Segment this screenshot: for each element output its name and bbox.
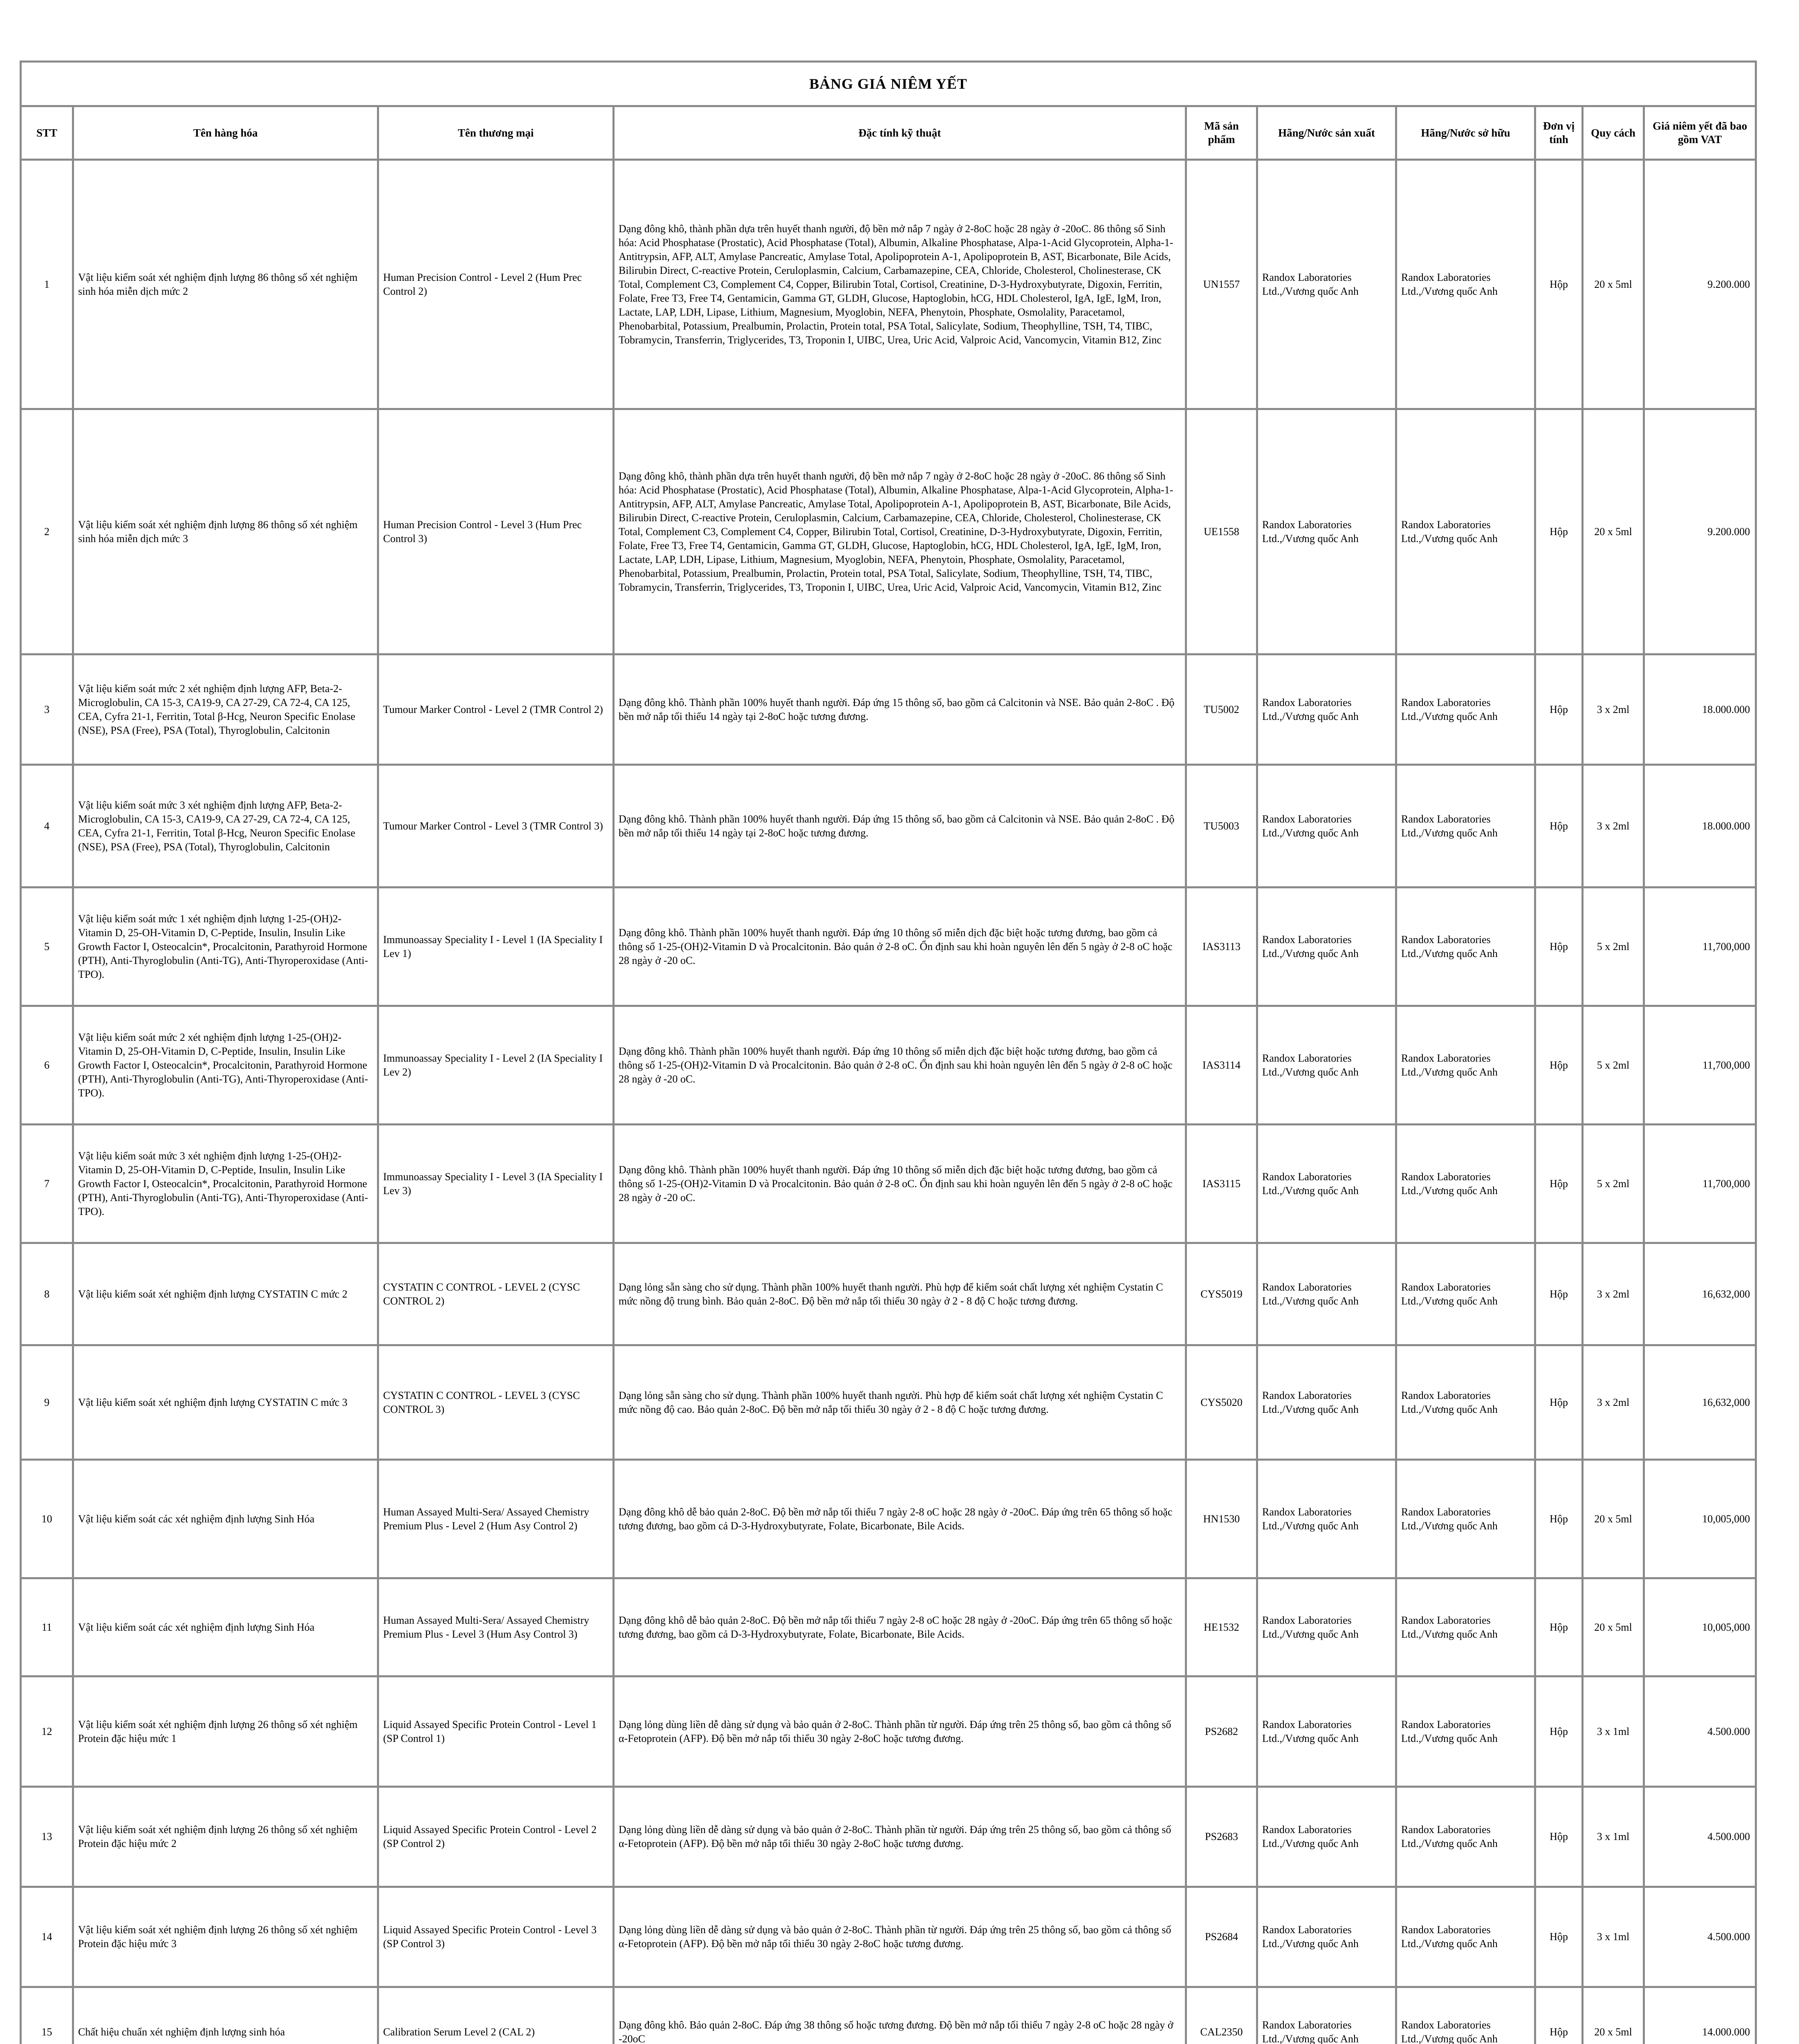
cell-product-code: HN1530 <box>1186 1460 1257 1578</box>
cell-packaging: 5 x 2ml <box>1583 1125 1644 1243</box>
header-stt: STT <box>21 106 73 160</box>
cell-manufacturer: Randox Laboratories Ltd.,/Vương quốc Anh <box>1257 1460 1396 1578</box>
cell-owner: Randox Laboratories Ltd.,/Vương quốc Anh <box>1396 1243 1535 1345</box>
cell-product-name: Vật liệu kiểm soát mức 1 xét nghiệm định lượng 1-25-(OH)2-Vitamin D, 25-OH-Vitamin D, C-Peptide, Insulin, Insulin Like Growth Factor I, Osteocalcin*, Procalcitonin, Parathyroid Hormone (PTH), Anti-Thyroglobulin (Anti-TG), Anti-Thyroperoxidase (Anti-TPO). <box>73 888 378 1006</box>
cell-trade-name: Tumour Marker Control - Level 2 (TMR Control 2) <box>378 654 614 765</box>
cell-packaging: 20 x 5ml <box>1583 160 1644 409</box>
cell-manufacturer: Randox Laboratories Ltd.,/Vương quốc Anh <box>1257 888 1396 1006</box>
cell-unit: Hộp <box>1535 409 1583 654</box>
cell-unit: Hộp <box>1535 654 1583 765</box>
table-row <box>21 409 1756 654</box>
cell-manufacturer: Randox Laboratories Ltd.,/Vương quốc Anh <box>1257 1006 1396 1125</box>
cell-product-name: Chất hiệu chuẩn xét nghiệm định lượng sinh hóa <box>73 1987 378 2044</box>
cell-trade-name: CYSTATIN C CONTROL - LEVEL 2 (CYSC CONTROL 2) <box>378 1243 614 1345</box>
header-owner: Hãng/Nước sở hữu <box>1396 106 1535 160</box>
header-product-name: Tên hàng hóa <box>73 106 378 160</box>
cell-specification: Dạng đông khô dễ bảo quản 2-8oC. Độ bền mở nắp tối thiểu 7 ngày 2-8 oC hoặc 28 ngày ở -20oC. Đáp ứng trên 65 thông số hoặc tương đương, bao gồm cả D-3-Hydroxybutyrate, Folate, Bicarbonate, Bile Acids. <box>614 1578 1186 1676</box>
cell-price: 16,632,000 <box>1644 1243 1756 1345</box>
cell-price: 4.500.000 <box>1644 1887 1756 1987</box>
cell-manufacturer: Randox Laboratories Ltd.,/Vương quốc Anh <box>1257 160 1396 409</box>
cell-product-code: PS2682 <box>1186 1676 1257 1787</box>
cell-price: 11,700,000 <box>1644 1006 1756 1125</box>
cell-stt: 4 <box>21 765 73 888</box>
cell-stt: 11 <box>21 1578 73 1676</box>
cell-packaging: 3 x 1ml <box>1583 1787 1644 1887</box>
header-packaging: Quy cách <box>1583 106 1644 160</box>
cell-trade-name: Tumour Marker Control - Level 3 (TMR Control 3) <box>378 765 614 888</box>
cell-trade-name: Human Precision Control - Level 3 (Hum Prec Control 3) <box>378 409 614 654</box>
cell-unit: Hộp <box>1535 1676 1583 1787</box>
cell-owner: Randox Laboratories Ltd.,/Vương quốc Anh <box>1396 765 1535 888</box>
cell-product-name: Vật liệu kiểm soát xét nghiệm định lượng 26 thông số xét nghiệm Protein đặc hiệu mức 1 <box>73 1676 378 1787</box>
header-price: Giá niêm yết đã bao gồm VAT <box>1644 106 1756 160</box>
table-row <box>21 1345 1756 1460</box>
cell-stt: 2 <box>21 409 73 654</box>
cell-owner: Randox Laboratories Ltd.,/Vương quốc Anh <box>1396 888 1535 1006</box>
table-row <box>21 654 1756 765</box>
cell-packaging: 3 x 2ml <box>1583 765 1644 888</box>
cell-trade-name: Human Assayed Multi-Sera/ Assayed Chemistry Premium Plus - Level 2 (Hum Asy Control 2) <box>378 1460 614 1578</box>
cell-price: 4.500.000 <box>1644 1676 1756 1787</box>
cell-stt: 12 <box>21 1676 73 1787</box>
cell-product-name: Vật liệu kiểm soát xét nghiệm định lượng 86 thông số xét nghiệm sinh hóa miễn dịch mức 2 <box>73 160 378 409</box>
cell-unit: Hộp <box>1535 1887 1583 1987</box>
cell-trade-name: Liquid Assayed Specific Protein Control - Level 2 (SP Control 2) <box>378 1787 614 1887</box>
cell-manufacturer: Randox Laboratories Ltd.,/Vương quốc Anh <box>1257 1676 1396 1787</box>
cell-specification: Dạng đông khô, thành phần dựa trên huyết thanh người, độ bền mở nắp 7 ngày ở 2-8oC hoặc 28 ngày ở -20oC. 86 thông số Sinh hóa: Acid Phosphatase (Prostatic), Acid Phosphatase (Total), Albumin, Alkaline Phosphatase, Alpa-1-Acid Glycoprotein, Alpha-1-Antitrypsin, AFP, ALT, Amylase Pancreatic, Amylase Total, Apolipoprotein A-1, Apolipoprotein B, AST, Bicarbonate, Bile Acids, Bilirubin Direct, C-reactive Protein, Ceruloplasmin, Calcium, Carbamazepine, CEA, Chloride, Cholesterol, Cholinesterase, CK Total, Complement C3, Complement C4, Copper, Bilirubin Total, Cortisol, Creatinine, D-3-Hydroxybutyrate, Digoxin, Ferritin, Folate, Free T3, Free T4, Gentamicin, Gamma GT, GLDH, Glucose, Haptoglobin, hCG, HDL Cholesterol, IgA, IgE, IgM, Iron, Lactate, LAP, LDH, Lipase, Lithium, Magnesium, Myoglobin, NEFA, Phenytoin, Phosphate, Osmolality, Paracetamol, Phenobarbital, Potassium, Prealbumin, Prolactin, Protein total, PSA Total, Salicylate, Sodium, Theophylline, TSH, T4, TIBC, Tobramycin, Transferrin, Triglycerides, T3, Troponin I, UIBC, Urea, Uric Acid, Valproic Acid, Vancomycin, Vitamin B12, Zinc <box>614 160 1186 409</box>
cell-product-code: IAS3115 <box>1186 1125 1257 1243</box>
cell-owner: Randox Laboratories Ltd.,/Vương quốc Anh <box>1396 409 1535 654</box>
cell-stt: 5 <box>21 888 73 1006</box>
cell-owner: Randox Laboratories Ltd.,/Vương quốc Anh <box>1396 1887 1535 1987</box>
cell-stt: 9 <box>21 1345 73 1460</box>
cell-owner: Randox Laboratories Ltd.,/Vương quốc Anh <box>1396 160 1535 409</box>
table-row <box>21 765 1756 888</box>
cell-packaging: 3 x 1ml <box>1583 1676 1644 1787</box>
header-product-code: Mã sản phẩm <box>1186 106 1257 160</box>
cell-product-code: PS2683 <box>1186 1787 1257 1887</box>
cell-product-name: Vật liệu kiểm soát xét nghiệm định lượng CYSTATIN C mức 3 <box>73 1345 378 1460</box>
cell-manufacturer: Randox Laboratories Ltd.,/Vương quốc Anh <box>1257 1787 1396 1887</box>
cell-product-name: Vật liệu kiểm soát mức 3 xét nghiệm định lượng AFP, Beta-2- Microglobulin, CA 15-3, CA19-9, CA 27-29, CA 72-4, CA 125, CEA, Cyfra 21-1, Ferritin, Total β-Hcg, Neuron Specific Enolase (NSE), PSA (Free), PSA (Total), Thyroglobulin, Calcitonin <box>73 765 378 888</box>
cell-manufacturer: Randox Laboratories Ltd.,/Vương quốc Anh <box>1257 654 1396 765</box>
cell-specification: Dạng lỏng sẵn sàng cho sử dụng. Thành phần 100% huyết thanh người. Phù hợp để kiểm soát chất lượng xét nghiệm Cystatin C mức nồng độ trung bình. Bảo quản 2-8oC. Độ bền mở nắp tối thiểu 30 ngày ở 2 - 8 độ C hoặc tương đương. <box>614 1243 1186 1345</box>
cell-specification: Dạng đông khô dễ bảo quản 2-8oC. Độ bền mở nắp tối thiểu 7 ngày 2-8 oC hoặc 28 ngày ở -20oC. Đáp ứng trên 65 thông số hoặc tương đương, bao gồm cả D-3-Hydroxybutyrate, Folate, Bicarbonate, Bile Acids. <box>614 1460 1186 1578</box>
cell-unit: Hộp <box>1535 1460 1583 1578</box>
cell-specification: Dạng lỏng dùng liền dễ dàng sử dụng và bảo quản ở 2-8oC. Thành phần từ người. Đáp ứng trên 25 thông số, bao gồm cả thông số α-Fetoprotein (AFP). Độ bền mở nắp tối thiểu 30 ngày 2-8oC hoặc tương đương. <box>614 1676 1186 1787</box>
cell-owner: Randox Laboratories Ltd.,/Vương quốc Anh <box>1396 654 1535 765</box>
cell-packaging: 20 x 5ml <box>1583 409 1644 654</box>
cell-stt: 15 <box>21 1987 73 2044</box>
cell-product-code: IAS3114 <box>1186 1006 1257 1125</box>
cell-packaging: 3 x 2ml <box>1583 1243 1644 1345</box>
cell-specification: Dạng đông khô. Thành phần 100% huyết thanh người. Đáp ứng 15 thông số, bao gồm cả Calcitonin và NSE. Bảo quản 2-8oC . Độ bền mở nắp tối thiểu 14 ngày tại 2-8oC hoặc tương đương. <box>614 654 1186 765</box>
cell-price: 9.200.000 <box>1644 160 1756 409</box>
cell-owner: Randox Laboratories Ltd.,/Vương quốc Anh <box>1396 1125 1535 1243</box>
table-row <box>21 1125 1756 1243</box>
cell-product-name: Vật liệu kiểm soát xét nghiệm định lượng 26 thông số xét nghiệm Protein đặc hiệu mức 3 <box>73 1887 378 1987</box>
table-row <box>21 1578 1756 1676</box>
cell-specification: Dạng đông khô. Thành phần 100% huyết thanh người. Đáp ứng 10 thông số miễn dịch đặc biệt hoặc tương đương, bao gồm cả thông số 1-25-(OH)2-Vitamin D và Procalcitonin. Bảo quản ở 2-8 oC. Ổn định sau khi hoàn nguyên lên đến 5 ngày ở 2-8 oC hoặc 28 ngày ở -20 oC. <box>614 888 1186 1006</box>
header-unit: Đơn vị tính <box>1535 106 1583 160</box>
cell-product-code: CAL2350 <box>1186 1987 1257 2044</box>
cell-product-name: Vật liệu kiểm soát xét nghiệm định lượng 86 thông số xét nghiệm sinh hóa miễn dịch mức 3 <box>73 409 378 654</box>
table-row <box>21 1887 1756 1987</box>
cell-packaging: 3 x 2ml <box>1583 1345 1644 1460</box>
cell-price: 14.000.000 <box>1644 1987 1756 2044</box>
cell-specification: Dạng lỏng dùng liền dễ dàng sử dụng và bảo quản ở 2-8oC. Thành phần từ người. Đáp ứng trên 25 thông số, bao gồm cả thông số α-Fetoprotein (AFP). Độ bền mở nắp tối thiểu 30 ngày 2-8oC hoặc tương đương. <box>614 1887 1186 1987</box>
cell-unit: Hộp <box>1535 765 1583 888</box>
table-row <box>21 888 1756 1006</box>
cell-stt: 13 <box>21 1787 73 1887</box>
cell-unit: Hộp <box>1535 1243 1583 1345</box>
cell-owner: Randox Laboratories Ltd.,/Vương quốc Anh <box>1396 1578 1535 1676</box>
cell-unit: Hộp <box>1535 1987 1583 2044</box>
table-row <box>21 1987 1756 2044</box>
cell-manufacturer: Randox Laboratories Ltd.,/Vương quốc Anh <box>1257 1578 1396 1676</box>
table-row <box>21 1460 1756 1578</box>
cell-trade-name: Immunoassay Speciality I - Level 3 (IA Speciality I Lev 3) <box>378 1125 614 1243</box>
cell-trade-name: Liquid Assayed Specific Protein Control - Level 3 (SP Control 3) <box>378 1887 614 1987</box>
cell-manufacturer: Randox Laboratories Ltd.,/Vương quốc Anh <box>1257 765 1396 888</box>
cell-product-code: UE1558 <box>1186 409 1257 654</box>
cell-manufacturer: Randox Laboratories Ltd.,/Vương quốc Anh <box>1257 1243 1396 1345</box>
cell-owner: Randox Laboratories Ltd.,/Vương quốc Anh <box>1396 1987 1535 2044</box>
cell-packaging: 5 x 2ml <box>1583 1006 1644 1125</box>
cell-product-name: Vật liệu kiểm soát các xét nghiệm định lượng Sinh Hóa <box>73 1460 378 1578</box>
cell-product-code: TU5003 <box>1186 765 1257 888</box>
cell-packaging: 20 x 5ml <box>1583 1987 1644 2044</box>
cell-packaging: 3 x 2ml <box>1583 654 1644 765</box>
cell-trade-name: Human Precision Control - Level 2 (Hum Prec Control 2) <box>378 160 614 409</box>
cell-unit: Hộp <box>1535 888 1583 1006</box>
cell-trade-name: Calibration Serum Level 2 (CAL 2) <box>378 1987 614 2044</box>
cell-stt: 10 <box>21 1460 73 1578</box>
cell-product-code: IAS3113 <box>1186 888 1257 1006</box>
cell-specification: Dạng đông khô. Thành phần 100% huyết thanh người. Đáp ứng 10 thông số miễn dịch đặc biệt hoặc tương đương, bao gồm cả thông số 1-25-(OH)2-Vitamin D và Procalcitonin. Bảo quản ở 2-8 oC. Ổn định sau khi hoàn nguyên lên đến 5 ngày ở 2-8 oC hoặc 28 ngày ở -20 oC. <box>614 1125 1186 1243</box>
table-body <box>21 160 1756 2044</box>
cell-product-name: Vật liệu kiểm soát mức 2 xét nghiệm định lượng AFP, Beta-2- Microglobulin, CA 15-3, CA19-9, CA 27-29, CA 72-4, CA 125, CEA, Cyfra 21-1, Ferritin, Total β-Hcg, Neuron Specific Enolase (NSE), PSA (Free), PSA (Total), Thyroglobulin, Calcitonin <box>73 654 378 765</box>
price-list-table <box>20 61 1757 2044</box>
cell-product-code: CYS5019 <box>1186 1243 1257 1345</box>
cell-unit: Hộp <box>1535 1125 1583 1243</box>
cell-product-code: TU5002 <box>1186 654 1257 765</box>
cell-stt: 6 <box>21 1006 73 1125</box>
cell-price: 18.000.000 <box>1644 654 1756 765</box>
header-row <box>21 106 1756 160</box>
cell-product-code: CYS5020 <box>1186 1345 1257 1460</box>
cell-owner: Randox Laboratories Ltd.,/Vương quốc Anh <box>1396 1006 1535 1125</box>
cell-stt: 8 <box>21 1243 73 1345</box>
cell-owner: Randox Laboratories Ltd.,/Vương quốc Anh <box>1396 1460 1535 1578</box>
cell-price: 4.500.000 <box>1644 1787 1756 1887</box>
cell-packaging: 5 x 2ml <box>1583 888 1644 1006</box>
cell-price: 11,700,000 <box>1644 888 1756 1006</box>
cell-product-name: Vật liệu kiểm soát mức 3 xét nghiệm định lượng 1-25-(OH)2-Vitamin D, 25-OH-Vitamin D, C-Peptide, Insulin, Insulin Like Growth Factor I, Osteocalcin*, Procalcitonin, Parathyroid Hormone (PTH), Anti-Thyroglobulin (Anti-TG), Anti-Thyroperoxidase (Anti-TPO). <box>73 1125 378 1243</box>
cell-price: 11,700,000 <box>1644 1125 1756 1243</box>
cell-unit: Hộp <box>1535 1787 1583 1887</box>
cell-stt: 1 <box>21 160 73 409</box>
cell-stt: 14 <box>21 1887 73 1987</box>
table-title: BẢNG GIÁ NIÊM YẾT <box>21 62 1756 106</box>
cell-price: 9.200.000 <box>1644 409 1756 654</box>
cell-unit: Hộp <box>1535 1006 1583 1125</box>
cell-owner: Randox Laboratories Ltd.,/Vương quốc Anh <box>1396 1345 1535 1460</box>
cell-unit: Hộp <box>1535 160 1583 409</box>
cell-product-name: Vật liệu kiểm soát xét nghiệm định lượng 26 thông số xét nghiệm Protein đặc hiệu mức 2 <box>73 1787 378 1887</box>
cell-trade-name: Liquid Assayed Specific Protein Control - Level 1 (SP Control 1) <box>378 1676 614 1787</box>
cell-trade-name: Immunoassay Speciality I - Level 1 (IA Speciality I Lev 1) <box>378 888 614 1006</box>
table-row <box>21 1006 1756 1125</box>
cell-packaging: 20 x 5ml <box>1583 1460 1644 1578</box>
table-row <box>21 1243 1756 1345</box>
header-specification: Đặc tính kỹ thuật <box>614 106 1186 160</box>
table-row <box>21 160 1756 409</box>
cell-packaging: 3 x 1ml <box>1583 1887 1644 1987</box>
cell-trade-name: Immunoassay Speciality I - Level 2 (IA Speciality I Lev 2) <box>378 1006 614 1125</box>
cell-product-code: UN1557 <box>1186 160 1257 409</box>
cell-product-name: Vật liệu kiểm soát các xét nghiệm định lượng Sinh Hóa <box>73 1578 378 1676</box>
cell-product-code: PS2684 <box>1186 1887 1257 1987</box>
cell-manufacturer: Randox Laboratories Ltd.,/Vương quốc Anh <box>1257 1987 1396 2044</box>
cell-manufacturer: Randox Laboratories Ltd.,/Vương quốc Anh <box>1257 1345 1396 1460</box>
cell-owner: Randox Laboratories Ltd.,/Vương quốc Anh <box>1396 1787 1535 1887</box>
cell-price: 18.000.000 <box>1644 765 1756 888</box>
header-manufacturer: Hãng/Nước sản xuất <box>1257 106 1396 160</box>
cell-product-code: HE1532 <box>1186 1578 1257 1676</box>
cell-specification: Dạng lỏng dùng liền dễ dàng sử dụng và bảo quản ở 2-8oC. Thành phần từ người. Đáp ứng trên 25 thông số, bao gồm cả thông số α-Fetoprotein (AFP). Độ bền mở nắp tối thiểu 30 ngày 2-8oC hoặc tương đương. <box>614 1787 1186 1887</box>
price-list-sheet <box>20 61 1755 2044</box>
cell-price: 10,005,000 <box>1644 1460 1756 1578</box>
cell-owner: Randox Laboratories Ltd.,/Vương quốc Anh <box>1396 1676 1535 1787</box>
cell-specification: Dạng đông khô. Thành phần 100% huyết thanh người. Đáp ứng 15 thông số, bao gồm cả Calcitonin và NSE. Bảo quản 2-8oC . Độ bền mở nắp tối thiểu 14 ngày tại 2-8oC hoặc tương đương. <box>614 765 1186 888</box>
cell-trade-name: CYSTATIN C CONTROL - LEVEL 3 (CYSC CONTROL 3) <box>378 1345 614 1460</box>
cell-manufacturer: Randox Laboratories Ltd.,/Vương quốc Anh <box>1257 1887 1396 1987</box>
table-row <box>21 1787 1756 1887</box>
cell-specification: Dạng lỏng sẵn sàng cho sử dụng. Thành phần 100% huyết thanh người. Phù hợp để kiểm soát chất lượng xét nghiệm Cystatin C mức nồng độ cao. Bảo quản 2-8oC. Độ bền mở nắp tối thiểu 30 ngày ở 2 - 8 độ C hoặc tương đương. <box>614 1345 1186 1460</box>
cell-price: 10,005,000 <box>1644 1578 1756 1676</box>
cell-specification: Dạng đông khô, thành phần dựa trên huyết thanh người, độ bền mở nắp 7 ngày ở 2-8oC hoặc 28 ngày ở -20oC. 86 thông số Sinh hóa: Acid Phosphatase (Prostatic), Acid Phosphatase (Total), Albumin, Alkaline Phosphatase, Alpa-1-Acid Glycoprotein, Alpha-1-Antitrypsin, AFP, ALT, Amylase Pancreatic, Amylase Total, Apolipoprotein A-1, Apolipoprotein B, AST, Bicarbonate, Bile Acids, Bilirubin Direct, C-reactive Protein, Ceruloplasmin, Calcium, Carbamazepine, CEA, Chloride, Cholesterol, Cholinesterase, CK Total, Complement C3, Complement C4, Copper, Bilirubin Total, Cortisol, Creatinine, D-3-Hydroxybutyrate, Digoxin, Ferritin, Folate, Free T3, Free T4, Gentamicin, Gamma GT, GLDH, Glucose, Haptoglobin, hCG, HDL Cholesterol, IgA, IgE, IgM, Iron, Lactate, LAP, LDH, Lipase, Lithium, Magnesium, Myoglobin, NEFA, Phenytoin, Phosphate, Osmolality, Paracetamol, Phenobarbital, Potassium, Prealbumin, Prolactin, Protein total, PSA Total, Salicylate, Sodium, Theophylline, TSH, T4, TIBC, Tobramycin, Transferrin, Triglycerides, T3, Troponin I, UIBC, Urea, Uric Acid, Valproic Acid, Vancomycin, Vitamin B12, Zinc <box>614 409 1186 654</box>
cell-specification: Dạng đông khô. Bảo quản 2-8oC. Đáp ứng 38 thông số hoặc tương đương. Độ bền mở nắp tối thiểu 7 ngày 2-8 oC hoặc 28 ngày ở -20oC <box>614 1987 1186 2044</box>
cell-specification: Dạng đông khô. Thành phần 100% huyết thanh người. Đáp ứng 10 thông số miễn dịch đặc biệt hoặc tương đương, bao gồm cả thông số 1-25-(OH)2-Vitamin D và Procalcitonin. Bảo quản ở 2-8 oC. Ổn định sau khi hoàn nguyên lên đến 5 ngày ở 2-8 oC hoặc 28 ngày ở -20 oC. <box>614 1006 1186 1125</box>
cell-manufacturer: Randox Laboratories Ltd.,/Vương quốc Anh <box>1257 1125 1396 1243</box>
cell-unit: Hộp <box>1535 1345 1583 1460</box>
cell-trade-name: Human Assayed Multi-Sera/ Assayed Chemistry Premium Plus - Level 3 (Hum Asy Control 3) <box>378 1578 614 1676</box>
cell-stt: 3 <box>21 654 73 765</box>
cell-unit: Hộp <box>1535 1578 1583 1676</box>
cell-stt: 7 <box>21 1125 73 1243</box>
cell-product-name: Vật liệu kiểm soát mức 2 xét nghiệm định lượng 1-25-(OH)2-Vitamin D, 25-OH-Vitamin D, C-Peptide, Insulin, Insulin Like Growth Factor I, Osteocalcin*, Procalcitonin, Parathyroid Hormone (PTH), Anti-Thyroglobulin (Anti-TG), Anti-Thyroperoxidase (Anti-TPO). <box>73 1006 378 1125</box>
cell-product-name: Vật liệu kiểm soát xét nghiệm định lượng CYSTATIN C mức 2 <box>73 1243 378 1345</box>
table-row <box>21 1676 1756 1787</box>
header-trade-name: Tên thương mại <box>378 106 614 160</box>
cell-manufacturer: Randox Laboratories Ltd.,/Vương quốc Anh <box>1257 409 1396 654</box>
cell-price: 16,632,000 <box>1644 1345 1756 1460</box>
cell-packaging: 20 x 5ml <box>1583 1578 1644 1676</box>
